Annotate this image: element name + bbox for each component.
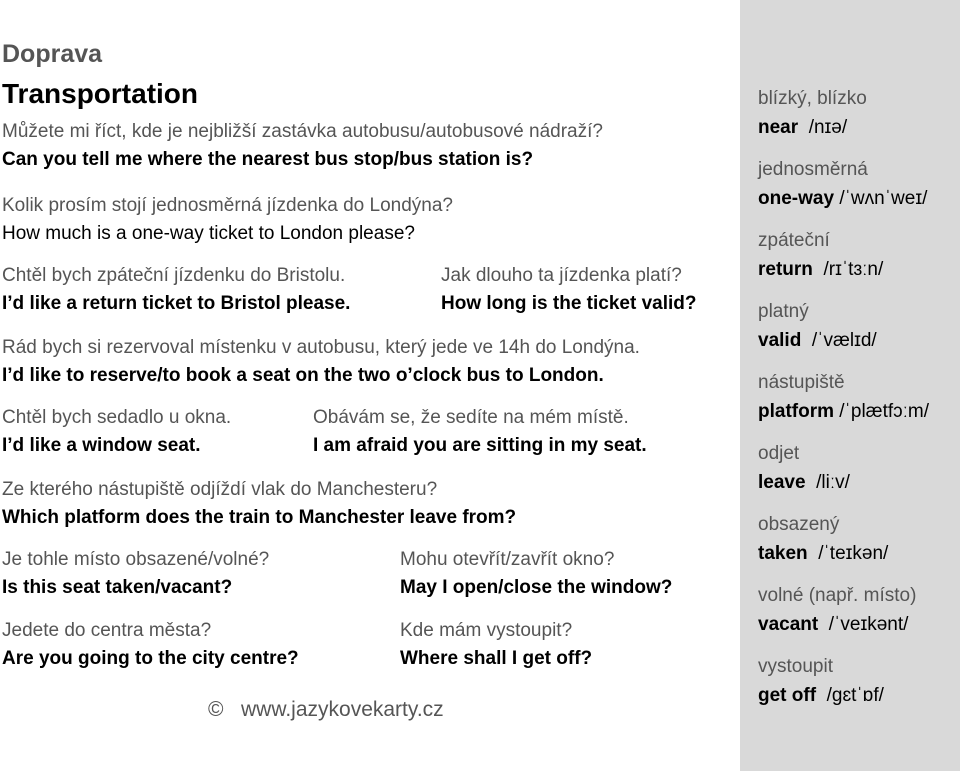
phrase-en: I’d like to reserve/to book a seat on the two o’clock bus to London. <box>2 365 604 386</box>
vocab-ipa: /ˈplætfɔːm/ <box>839 401 930 422</box>
vocab-cz: jednosměrná <box>758 159 868 180</box>
vocab-cz: platný <box>758 301 809 322</box>
phrase-en: Are you going to the city centre? <box>2 648 299 669</box>
vocab-word: vacant <box>758 614 819 635</box>
phrase-en: Which platform does the train to Manchester leave from? <box>2 507 517 528</box>
vocab-word: get off <box>758 685 817 706</box>
footer <box>208 698 444 722</box>
heading-english: Transportation <box>2 78 199 109</box>
phrase-cz: Obávám se, že sedíte na mém místě. <box>313 407 629 428</box>
vocab-word: return <box>758 259 813 280</box>
phrase-cz: Mohu otevřít/zavřít okno? <box>400 549 615 570</box>
vocab-ipa: /nɪə/ <box>808 117 848 138</box>
phrase-cz: Rád bych si rezervoval místenku v autobusu, který jede ve 14h do Londýna. <box>2 337 640 358</box>
phrase-cz: Ze kterého nástupiště odjíždí vlak do Manchesteru? <box>2 479 438 500</box>
phrase-en: How much is a one-way ticket to London please? <box>2 223 415 244</box>
vocab-en <box>758 188 927 210</box>
vocab-en <box>758 117 847 139</box>
vocab-word: taken <box>758 543 808 564</box>
vocab-ipa: /ˈvælɪd/ <box>811 330 877 351</box>
vocab-cz: odjet <box>758 443 800 464</box>
vocab-en <box>758 259 883 281</box>
phrase-cz: Jedete do centra města? <box>2 620 212 641</box>
phrase-cz: Chtěl bych sedadlo u okna. <box>2 407 232 428</box>
phrase-en: Where shall I get off? <box>400 648 593 669</box>
phrase-en: I am afraid you are sitting in my seat. <box>313 435 647 456</box>
phrase-cz: Jak dlouho ta jízdenka platí? <box>441 265 682 286</box>
vocab-word: leave <box>758 472 806 493</box>
vocab-cz: obsazený <box>758 514 840 535</box>
vocab-ipa: /liːv/ <box>816 472 850 493</box>
vocab-ipa: /rɪˈtɜːn/ <box>823 259 884 280</box>
vocab-word: near <box>758 117 799 138</box>
phrase-cz: Chtěl bych zpáteční jízdenku do Bristolu. <box>2 265 346 286</box>
vocab-en <box>758 330 877 352</box>
phrase-en: I’d like a window seat. <box>2 435 201 456</box>
vocab-ipa: /ˈwʌnˈweɪ/ <box>839 188 928 209</box>
vocab-ipa: /ˈveɪkənt/ <box>828 614 909 635</box>
vocab-cz: blízký, blízko <box>758 88 867 109</box>
phrase-en: I’d like a return ticket to Bristol please. <box>2 293 351 314</box>
copyright-icon: © <box>208 698 224 721</box>
vocab-en <box>758 614 908 636</box>
phrase-cz: Kolik prosím stojí jednosměrná jízdenka do Londýna? <box>2 195 453 216</box>
phrase-en: May I open/close the window? <box>400 577 673 598</box>
vocab-ipa: /ˈteɪkən/ <box>818 543 889 564</box>
phrase-cz: Můžete mi říct, kde je nejbližší zastávka autobusu/autobusové nádraží? <box>2 121 603 142</box>
heading-czech: Doprava <box>2 40 103 68</box>
vocab-cz: volné (např. místo) <box>758 585 917 606</box>
vocab-en <box>758 685 884 707</box>
vocab-cz: vystoupit <box>758 656 833 677</box>
vocab-ipa: /ɡɛtˈɒf/ <box>826 685 884 706</box>
vocab-word: platform <box>758 401 834 422</box>
phrase-en: Is this seat taken/vacant? <box>2 577 233 598</box>
phrase-cz: Je tohle místo obsazené/volné? <box>2 549 270 570</box>
phrase-cz: Kde mám vystoupit? <box>400 620 573 641</box>
vocab-cz: nástupiště <box>758 372 845 393</box>
vocab-cz: zpáteční <box>758 230 830 251</box>
vocab-word: one-way <box>758 188 835 209</box>
phrase-en: Can you tell me where the nearest bus stop/bus station is? <box>2 149 534 170</box>
phrase-en: How long is the ticket valid? <box>441 293 697 314</box>
vocabulary-sidebar <box>740 0 960 771</box>
vocab-en <box>758 472 850 494</box>
website-link[interactable]: www.jazykovekarty.cz <box>241 698 444 721</box>
vocab-en <box>758 543 888 565</box>
vocab-en <box>758 401 929 423</box>
vocab-word: valid <box>758 330 802 351</box>
